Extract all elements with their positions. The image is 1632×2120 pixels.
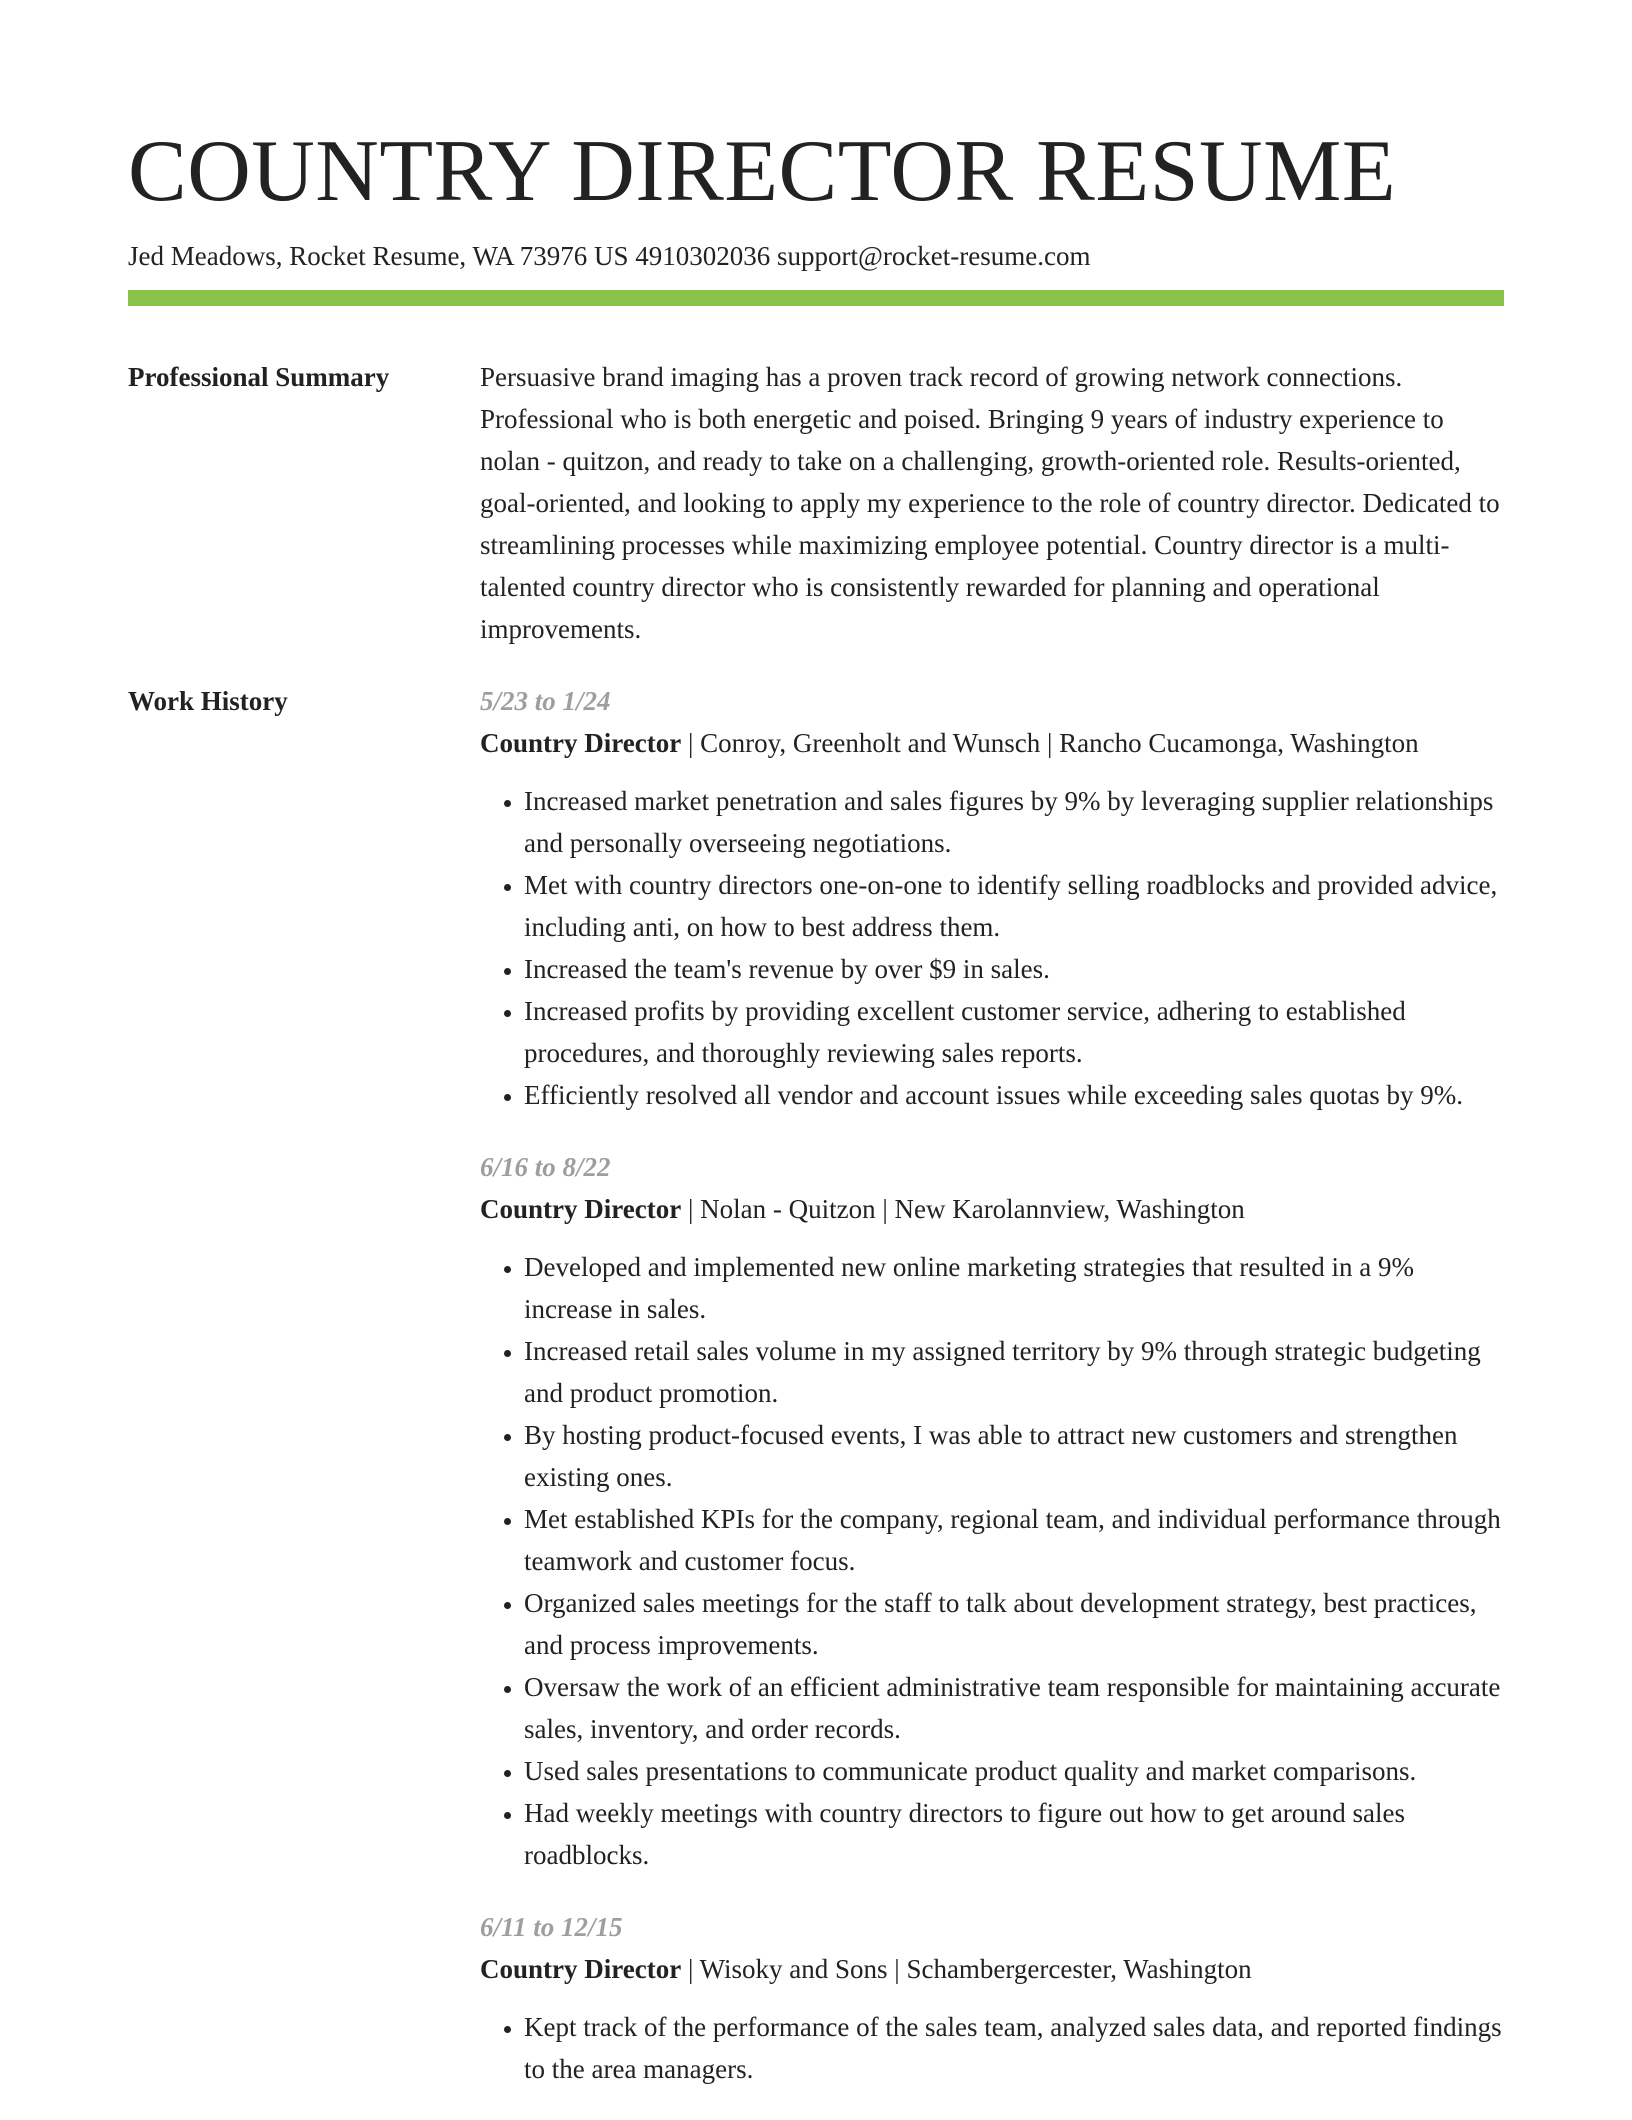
summary-body xyxy=(480,356,1504,650)
job-bullet: • Used sales presentations to communicate product quality and market comparisons. xyxy=(524,1750,1504,1792)
job-bullet: • Increased the team's revenue by over $9 in sales. xyxy=(524,948,1504,990)
section-label-work-history: Work History xyxy=(128,686,288,716)
job-heading xyxy=(480,1948,1504,1990)
job-bullet: • Increased retail sales volume in my assigned territory by 9% through strategic budgeting and product promotion. xyxy=(524,1330,1504,1414)
job-entry xyxy=(480,1906,1504,2090)
job-bullet: • Met with country directors one-on-one to identify selling roadblocks and provided advice, including anti, on how to best address them. xyxy=(524,864,1504,948)
job-bullet: • Had weekly meetings with country directors to figure out how to get around sales roadblocks. xyxy=(524,1792,1504,1876)
job-bullet: • Increased market penetration and sales figures by 9% by leveraging supplier relationships and personally overseeing negotiations. xyxy=(524,780,1504,864)
work-history-body xyxy=(480,680,1504,2120)
job-dates: 6/11 to 12/15 xyxy=(480,1912,623,1942)
work-history-section xyxy=(128,680,1504,2120)
job-details: | Nolan - Quitzon | New Karolannview, Washington xyxy=(681,1194,1245,1224)
accent-divider xyxy=(128,290,1504,306)
job-bullet: • Oversaw the work of an efficient administrative team responsible for maintaining accurate sales, inventory, and order records. xyxy=(524,1666,1504,1750)
job-details: | Wisoky and Sons | Schambergercester, Washington xyxy=(681,1954,1252,1984)
job-heading xyxy=(480,1188,1504,1230)
professional-summary-section xyxy=(128,356,1504,650)
job-heading xyxy=(480,722,1504,764)
summary-text: Persuasive brand imaging has a proven track record of growing network connections. Professional who is both energetic and poised. Bringing 9 years of industry experience to nolan - quitzon, and ready to take on a challenging, growth-oriented role. Results-oriented, goal-oriented, and looking to apply my experience to the role of country director. Dedicated to streamlining processes while maximizing employee potential. Country director is a multi-talented country director who is consistently rewarded for planning and operational improvements. xyxy=(480,362,1500,644)
job-dates: 6/16 to 8/22 xyxy=(480,1152,611,1182)
job-bullets xyxy=(480,780,1504,1116)
job-bullet: • Developed and implemented new online marketing strategies that resulted in a 9% increase in sales. xyxy=(524,1246,1504,1330)
job-entry xyxy=(480,1146,1504,1876)
job-title: Country Director xyxy=(480,1194,682,1224)
job-bullet: • By hosting product-focused events, I was able to attract new customers and strengthen existing ones. xyxy=(524,1414,1504,1498)
resume-page xyxy=(128,0,1504,2120)
job-title: Country Director xyxy=(480,728,682,758)
job-bullet: • Kept track of the performance of the sales team, analyzed sales data, and reported findings to the area managers. xyxy=(524,2006,1504,2090)
job-bullet: • Met established KPIs for the company, regional team, and individual performance through teamwork and customer focus. xyxy=(524,1498,1504,1582)
job-dates: 5/23 to 1/24 xyxy=(480,686,611,716)
contact-line: Jed Meadows, Rocket Resume, WA 73976 US 4910302036 support@rocket-resume.com xyxy=(128,241,1091,271)
job-bullet: • Increased profits by providing excellent customer service, adhering to established procedures, and thoroughly reviewing sales reports. xyxy=(524,990,1504,1074)
job-details: | Conroy, Greenholt and Wunsch | Rancho Cucamonga, Washington xyxy=(681,728,1419,758)
job-bullet: • Efficiently resolved all vendor and account issues while exceeding sales quotas by 9%. xyxy=(524,1074,1504,1116)
job-bullet: • Organized sales meetings for the staff to talk about development strategy, best practices, and process improvements. xyxy=(524,1582,1504,1666)
job-bullets xyxy=(480,2006,1504,2090)
job-entry xyxy=(480,680,1504,1116)
section-label-summary: Professional Summary xyxy=(128,362,390,392)
job-title: Country Director xyxy=(480,1954,682,1984)
job-bullets xyxy=(480,1246,1504,1876)
resume-title: COUNTRY DIRECTOR RESUME xyxy=(128,123,1397,220)
